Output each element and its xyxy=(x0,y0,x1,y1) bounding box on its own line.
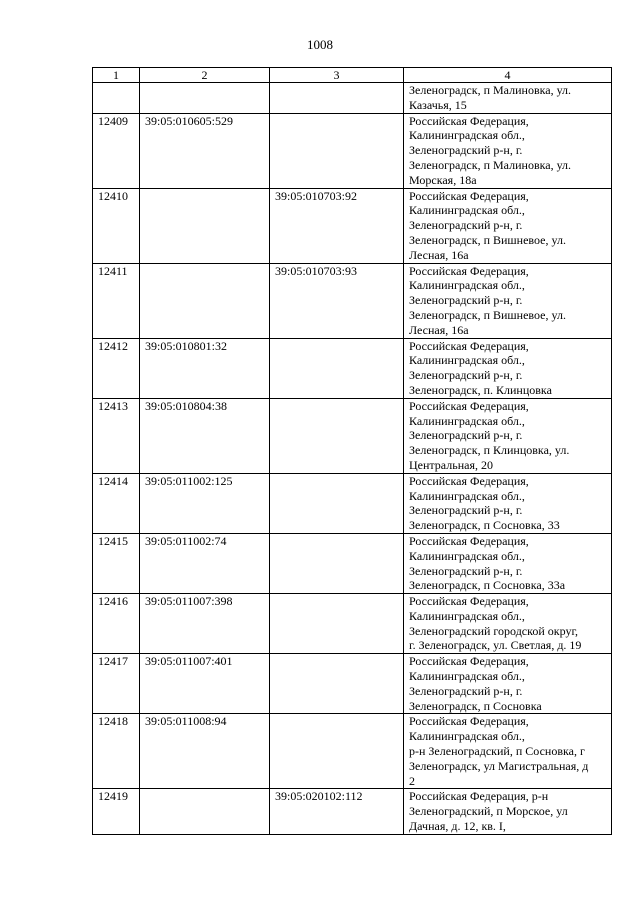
header-cell-2: 2 xyxy=(140,68,270,83)
address-line: Зеленоградский р-н, г. xyxy=(409,683,523,698)
address-cell xyxy=(404,263,612,338)
address-line: Дачная, д. 12, кв. I, xyxy=(409,819,506,834)
cadastral-number-cell: 39:05:010801:32 xyxy=(140,338,270,398)
address-line: Лесная, 16а xyxy=(409,322,469,337)
address-cell xyxy=(404,473,612,533)
address-line: Российская Федерация, xyxy=(409,188,529,203)
table-row xyxy=(93,188,612,263)
cadastral-number-alt-cell xyxy=(270,533,404,593)
address-line: Зеленоградский р-н, г. xyxy=(409,293,523,308)
registry-table xyxy=(92,67,612,835)
address-line: Российская Федерация, xyxy=(409,473,529,488)
row-number-cell: 12415 xyxy=(93,533,140,593)
page-number: 1008 xyxy=(307,37,333,52)
address-cell xyxy=(404,654,612,714)
cadastral-number-cell: 39:05:010605:529 xyxy=(140,113,270,188)
header-cell-4: 4 xyxy=(404,68,612,83)
address-line: Зеленоградский р-н, г. xyxy=(409,218,523,233)
row-number-cell: 12417 xyxy=(93,654,140,714)
address-line: Казачья, 15 xyxy=(409,97,467,112)
address-cell xyxy=(404,113,612,188)
address-line: Зеленоградский р-н, г. xyxy=(409,563,523,578)
address-line: Зеленоградский р-н, г. xyxy=(409,428,523,443)
row-number-cell: 12409 xyxy=(93,113,140,188)
cadastral-number-cell xyxy=(140,83,270,114)
row-number-cell: 12414 xyxy=(93,473,140,533)
cadastral-number-cell xyxy=(140,789,270,834)
cadastral-number-alt-cell xyxy=(270,594,404,654)
address-line: Российская Федерация, xyxy=(409,113,529,128)
address-line: Российская Федерация, xyxy=(409,398,529,413)
cadastral-number-alt-cell: 39:05:010703:92 xyxy=(270,188,404,263)
cadastral-number-alt-cell xyxy=(270,113,404,188)
cadastral-number-alt-cell xyxy=(270,654,404,714)
address-cell xyxy=(404,188,612,263)
header-cell-1: 1 xyxy=(93,68,140,83)
table-row xyxy=(93,398,612,473)
address-line: 2 xyxy=(409,773,415,788)
address-line: Зеленоградск, п Сосновка, 33 xyxy=(409,518,560,533)
cadastral-number-cell: 39:05:011002:74 xyxy=(140,533,270,593)
cadastral-number-alt-cell xyxy=(270,83,404,114)
table-row xyxy=(93,473,612,533)
registry-table-body xyxy=(93,68,612,835)
address-cell xyxy=(404,83,612,114)
cadastral-number-alt-cell: 39:05:010703:93 xyxy=(270,263,404,338)
address-line: Зеленоградский р-н, г. xyxy=(409,368,523,383)
row-number-cell: 12410 xyxy=(93,188,140,263)
address-cell xyxy=(404,533,612,593)
address-line: Российская Федерация, xyxy=(409,338,529,353)
address-line: Российская Федерация, xyxy=(409,533,529,548)
address-line: Калининградская обл., xyxy=(409,413,525,428)
table-row xyxy=(93,83,612,114)
table-row xyxy=(93,789,612,834)
address-line: Зеленоградский р-н, г. xyxy=(409,503,523,518)
address-line: Российская Федерация, xyxy=(409,263,529,278)
address-line: Российская Федерация, xyxy=(409,654,529,669)
address-cell xyxy=(404,714,612,789)
table-row xyxy=(93,714,612,789)
row-number-cell: 12416 xyxy=(93,594,140,654)
cadastral-number-cell: 39:05:010804:38 xyxy=(140,398,270,473)
address-line: Зеленоградский, п Морское, ул xyxy=(409,804,568,819)
address-line: Калининградская обл., xyxy=(409,353,525,368)
table-row xyxy=(93,654,612,714)
address-line: Зеленоградск, ул Магистральная, д xyxy=(409,758,589,773)
address-line: Зеленоградск, п Клинцовка, ул. xyxy=(409,443,570,458)
cadastral-number-cell: 39:05:011008:94 xyxy=(140,714,270,789)
table-row xyxy=(93,113,612,188)
address-line: Калининградская обл., xyxy=(409,729,525,744)
address-line: р-н Зеленоградский, п Сосновка, г xyxy=(409,744,585,759)
cadastral-number-cell xyxy=(140,263,270,338)
address-cell xyxy=(404,398,612,473)
address-line: Зеленоградск, п Вишневое, ул. xyxy=(409,307,566,322)
address-line: Зеленоградск, п Малиновка, ул. xyxy=(409,83,572,97)
address-line: Российская Федерация, р-н xyxy=(409,789,549,804)
address-line: Лесная, 16а xyxy=(409,247,469,262)
address-line: Калининградская обл., xyxy=(409,548,525,563)
table-row xyxy=(93,338,612,398)
address-line: Зеленоградск, п. Клинцовка xyxy=(409,382,552,397)
address-line: Зеленоградск, п Сосновка, 33а xyxy=(409,578,566,593)
address-line: Калининградская обл., xyxy=(409,669,525,684)
row-number-cell: 12411 xyxy=(93,263,140,338)
address-line: Российская Федерация, xyxy=(409,714,529,729)
address-cell xyxy=(404,338,612,398)
cadastral-number-alt-cell: 39:05:020102:112 xyxy=(270,789,404,834)
table-row xyxy=(93,533,612,593)
cadastral-number-alt-cell xyxy=(270,473,404,533)
cadastral-number-alt-cell xyxy=(270,398,404,473)
address-line: Калининградская обл., xyxy=(409,488,525,503)
address-line: г. Зеленоградск, ул. Светлая, д. 19 xyxy=(409,638,582,653)
address-line: Зеленоградск, п Малиновка, ул. xyxy=(409,157,572,172)
cadastral-number-cell xyxy=(140,188,270,263)
table-header-row xyxy=(93,68,612,83)
address-cell xyxy=(404,594,612,654)
cadastral-number-alt-cell xyxy=(270,714,404,789)
address-line: Зеленоградск, п Сосновка xyxy=(409,698,542,713)
address-line: Морская, 18а xyxy=(409,172,477,187)
address-line: Калининградская обл., xyxy=(409,203,525,218)
address-cell xyxy=(404,789,612,834)
cadastral-number-cell: 39:05:011007:401 xyxy=(140,654,270,714)
row-number-cell xyxy=(93,83,140,114)
address-line: Зеленоградский городской округ, xyxy=(409,623,579,638)
table-row xyxy=(93,594,612,654)
address-line: Калининградская обл., xyxy=(409,608,525,623)
cadastral-number-cell: 39:05:011007:398 xyxy=(140,594,270,654)
row-number-cell: 12419 xyxy=(93,789,140,834)
row-number-cell: 12418 xyxy=(93,714,140,789)
address-line: Калининградская обл., xyxy=(409,128,525,143)
row-number-cell: 12413 xyxy=(93,398,140,473)
address-line: Зеленоградский р-н, г. xyxy=(409,143,523,158)
header-cell-3: 3 xyxy=(270,68,404,83)
address-line: Калининградская обл., xyxy=(409,278,525,293)
address-line: Центральная, 20 xyxy=(409,457,493,472)
table-row xyxy=(93,263,612,338)
row-number-cell: 12412 xyxy=(93,338,140,398)
address-line: Зеленоградск, п Вишневое, ул. xyxy=(409,232,566,247)
cadastral-number-cell: 39:05:011002:125 xyxy=(140,473,270,533)
cadastral-number-alt-cell xyxy=(270,338,404,398)
address-line: Российская Федерация, xyxy=(409,594,529,609)
